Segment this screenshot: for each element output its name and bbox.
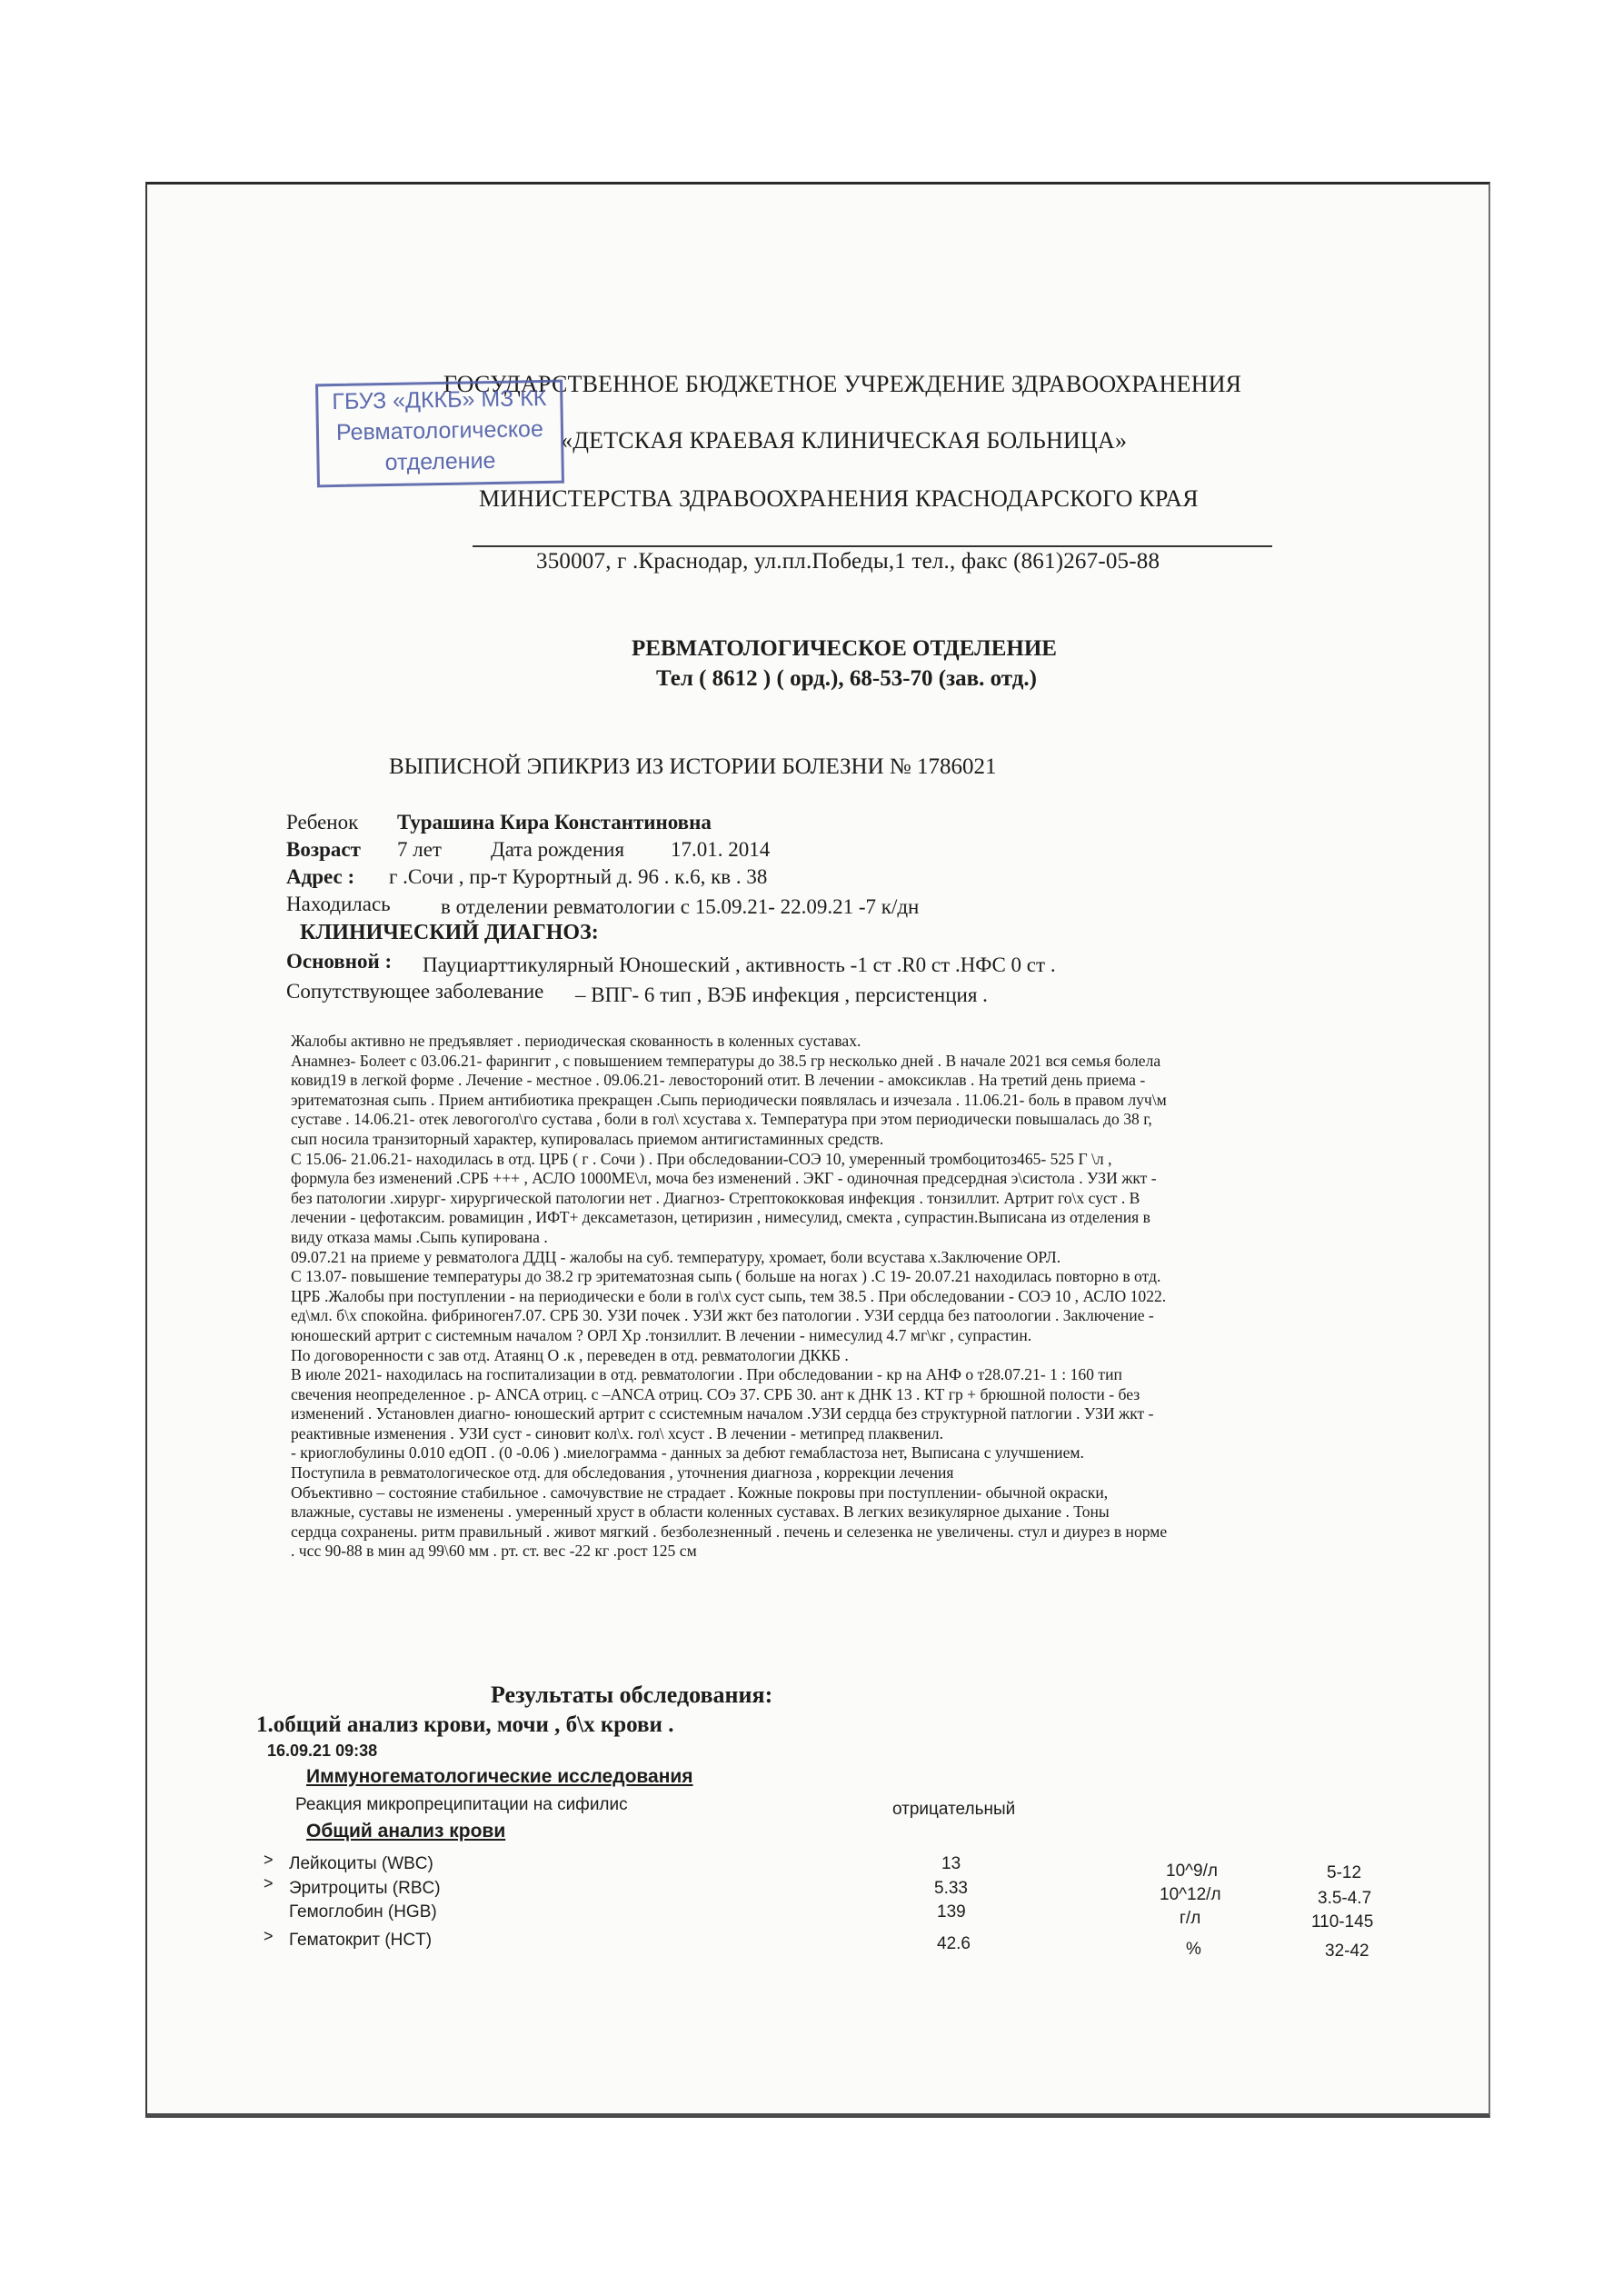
narrative-line: Анамнез- Болеет с 03.06.21- фарингит , с повышением температуры до 38.5 гр несколько дней . В начале 2021 вся семья болела [291, 1051, 1161, 1070]
syphilis-test-label: Реакция микропреципитации на сифилис [295, 1795, 628, 1814]
narrative-line: сып носила транзиторный характер, купировалась приемом антигистаминных средств. [291, 1129, 884, 1148]
patient-age: 7 лет [397, 838, 442, 861]
cbc-row-name: Гематокрит (HCT) [289, 1931, 433, 1950]
stamp-line-2: Ревматологическое [335, 416, 544, 445]
abnormal-marker: > [264, 1927, 274, 1945]
cbc-heading: Общий анализ крови [306, 1821, 506, 1842]
abnormal-marker: > [264, 1874, 274, 1892]
narrative-line: 09.07.21 на приеме у ревматолога ДДЦ - жалобы на суб. температуру, хромает, боли всустава х.Заключение ОРЛ. [291, 1247, 1061, 1266]
narrative-line: без патологии .хирург- хирургической патологии нет . Диагноз- Стрептококковая инфекция . тонзиллит. Артрит го\х суст . В [291, 1188, 1140, 1207]
header-line-2: «ДЕТСКАЯ КРАЕВАЯ КЛИНИЧЕСКАЯ БОЛЬНИЦА» [561, 427, 1128, 454]
patient-age-label: Возраст [286, 838, 361, 861]
narrative-line: ковид19 в легкой форме . Лечение - местное . 09.06.21- левостороний отит. В лечении - амоксиклав . На третий день приема - [291, 1071, 1146, 1090]
narrative-line: эритематозная сыпь . Прием антибиотика прекращен .Сыпь периодически появлялась и изчезала . 11.06.21- боль в правом луч\м [291, 1090, 1167, 1109]
narrative-line: Поступила в ревматологическое отд. для обследования , уточнения диагноза , коррекции лечения [291, 1463, 954, 1482]
patient-address-label: Адрес : [286, 865, 355, 888]
cbc-row-ref: 32-42 [1325, 1942, 1369, 1961]
cbc-row-name: Гемоглобин (HGB) [289, 1902, 437, 1922]
narrative-line: В июле 2021- находилась на госпитализации в отд. ревматологии . При обследовании - кр на АНФ о т28.07.21- 1 : 160 тип [291, 1365, 1122, 1384]
results-heading: Результаты обследования: [491, 1682, 773, 1708]
diagnosis-main-label: Основной : [286, 950, 393, 973]
narrative-line: виду отказа мамы .Сыпь купирована . [291, 1227, 548, 1246]
cbc-row-unit: г/л [1180, 1909, 1201, 1928]
syphilis-test-value: отрицательный [892, 1800, 1016, 1819]
patient-stay-label: Находилась [286, 893, 391, 915]
patient-address: г .Сочи , пр-т Курортный д. 96 . к.6, кв . 38 [389, 865, 768, 888]
narrative-line: реактивные изменения . УЗИ суст - синовит кол\х. гол\ хсуст . В лечении - метипред плаквенил. [291, 1423, 943, 1442]
narrative-line: сердца сохранены. ритм правильный . живот мягкий . безболезненный . печень и селезенка не увеличены. стул и диурез в норме [291, 1522, 1168, 1541]
cbc-row-unit: % [1186, 1940, 1201, 1959]
diagnosis-comorbid: – ВПГ- 6 тип , ВЭБ инфекция , персистенция . [575, 983, 988, 1006]
abnormal-marker: > [264, 1851, 274, 1869]
narrative-line: . чсс 90-88 в мин ад 99\60 мм . рт. ст. вес -22 кг .рост 125 см [291, 1542, 697, 1561]
narrative-line: Жалобы активно не предъявляет . периодическая скованность в коленных суставах. [291, 1032, 861, 1050]
header-divider [473, 545, 1272, 547]
cbc-row-ref: 110-145 [1311, 1912, 1374, 1932]
cbc-row-value: 5.33 [934, 1879, 968, 1898]
immuno-heading: Иммуногематологические исследования [306, 1766, 693, 1787]
document-title: ВЫПИСНОЙ ЭПИКРИЗ ИЗ ИСТОРИИ БОЛЕЗНИ № 1786021 [389, 754, 997, 779]
patient-dob: 17.01. 2014 [671, 838, 771, 861]
diagnosis-comorbid-label: Сопутствующее заболевание [286, 980, 544, 1003]
results-datetime: 16.09.21 09:38 [267, 1742, 378, 1760]
narrative-line: - криоглобулины 0.010 едОП . (0 -0.06 ) .миелограмма - данных за дебют гемабластоза нет, Выписана с улучшением. [291, 1443, 1084, 1462]
stamp-line-1: ГБУЗ «ДККБ» МЗ КК [332, 384, 547, 415]
narrative-line: юношеский артрит с системным началом ? ОРЛ Хр .тонзиллит. В лечении - нимесулид 4.7 мг\кг , супрастин. [291, 1325, 1032, 1344]
cbc-row-value: 13 [941, 1854, 961, 1873]
header-line-3: МИНИСТЕРСТВА ЗДРАВООХРАНЕНИЯ КРАСНОДАРСКОГО КРАЯ [479, 485, 1199, 512]
narrative-line: ед\мл. б\х спокойна. фибриноген7.07. СРБ 30. УЗИ почек . УЗИ жкт без патологии . УЗИ сердца без патоологии . Заключение - [291, 1306, 1154, 1325]
department-phone: Тел ( 8612 ) ( орд.), 68-53-70 (зав. отд.) [656, 666, 1037, 691]
narrative-line: По договоренности с зав отд. Атаянц О .к , переведен в отд. ревматологии ДККБ . [291, 1345, 849, 1364]
narrative-line: ЦРБ .Жалобы при поступлении - на периодически е боли в гол\х суст сыпь, тем 38.5 . При обследовании - СОЭ 10 , АСЛО 1022. [291, 1286, 1167, 1305]
cbc-row-name: Лейкоциты (WBC) [289, 1854, 433, 1873]
cbc-row-name: Эритроциты (RBC) [289, 1879, 441, 1898]
cbc-row-ref: 3.5-4.7 [1318, 1889, 1372, 1908]
cbc-row-value: 42.6 [937, 1934, 971, 1953]
narrative-line: свечения неопределенное . р- ANCA отриц. с –ANCA отриц. СОэ 37. СРБ 30. ант к ДНК 13 . КТ гр + брюшной полости - без [291, 1384, 1140, 1403]
cbc-row-unit: 10^12/л [1160, 1885, 1221, 1904]
patient-name: Турашина Кира Константиновна [397, 811, 712, 834]
patient-stay: в отделении ревматологии с 15.09.21- 22.09.21 -7 к/дн [441, 895, 920, 918]
clinical-narrative [291, 1032, 1399, 1562]
cbc-row-value: 139 [937, 1902, 966, 1922]
patient-child-label: Ребенок [286, 811, 359, 834]
narrative-line: лечении - цефотаксим. ровамицин , ИФТ+ дексаметазон, цетиризин , нимесулид, смекта , супрастин.Выписана из отделения в [291, 1208, 1150, 1227]
department-name: РЕВМАТОЛОГИЧЕСКОЕ ОТДЕЛЕНИЕ [632, 636, 1057, 661]
narrative-line: изменений . Установлен диагно- юношеский артрит с ссистемным началом .УЗИ сердца без структурной патлогии . УЗИ жкт - [291, 1404, 1154, 1423]
narrative-line: влажные, суставы не изменены . умеренный хруст в области коленных суставах. В легких везикулярное дыхание . Тоны [291, 1502, 1110, 1522]
patient-dob-label: Дата рождения [491, 838, 625, 861]
narrative-line: С 13.07- повышение температуры до 38.2 гр эритематозная сыпь ( больше на ногах ) .С 19- 20.07.21 находилась повторно в отд. [291, 1267, 1161, 1286]
cbc-row-ref: 5-12 [1327, 1863, 1362, 1882]
cbc-row-unit: 10^9/л [1166, 1862, 1218, 1881]
narrative-line: формула без изменений .СРБ +++ , АСЛО 1000МЕ\л, моча без изменений . ЭКГ - одиночная предсердная э\систола . УЗИ жкт - [291, 1169, 1157, 1188]
narrative-line: С 15.06- 21.06.21- находилась в отд. ЦРБ ( г . Сочи ) . При обследовании-СОЭ 10, умеренный тромбоцитоз465- 525 Г \л , [291, 1149, 1112, 1168]
narrative-line: суставе . 14.06.21- отек левогогол\го сустава , боли в гол\ хсустава х. Температура при этом периодически повышалась до 38 г, [291, 1110, 1152, 1129]
stamp-line-3: отделение [384, 447, 496, 476]
narrative-line: Объективно – состояние стабильное . самочувствие не страдает . Кожные покровы при поступлении- обычной окраски, [291, 1482, 1109, 1502]
diagnosis-heading: КЛИНИЧЕСКИЙ ДИАГНОЗ: [300, 921, 599, 944]
results-subheading: 1.общий анализ крови, мочи , б\х крови . [256, 1712, 674, 1737]
header-address: 350007, г .Краснодар, ул.пл.Победы,1 тел., факс (861)267-05-88 [536, 549, 1160, 574]
department-stamp [315, 380, 564, 488]
diagnosis-main: Пауциарттикулярный Юношеский , активность -1 ст .R0 ст .НФС 0 ст . [423, 953, 1056, 976]
header-line-1: ГОСУДАРСТВЕННОЕ БЮДЖЕТНОЕ УЧРЕЖДЕНИЕ ЗДРАВООХРАНЕНИЯ [443, 371, 1242, 397]
